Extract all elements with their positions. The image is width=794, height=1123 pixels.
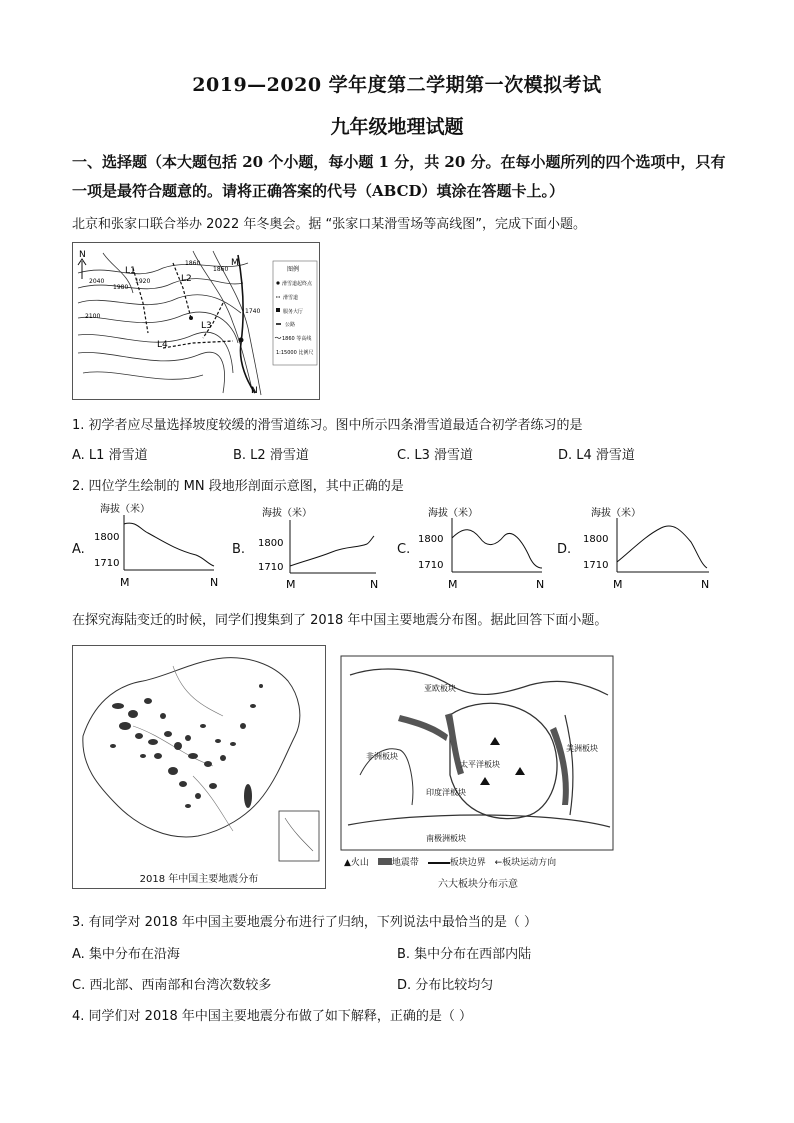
plate-label: 非洲板块 [366, 752, 398, 761]
legend-item: 公路 [285, 322, 296, 328]
x-start: M [448, 578, 458, 591]
q3-option-d[interactable]: D. 分布比较均匀 [397, 978, 494, 993]
north-arrow-icon [78, 259, 86, 279]
question-4-stem: 4. 同学们对 2018 年中国主要地震分布做了如下解释，正确的是（ ） [72, 1009, 473, 1024]
legend-volcano: 火山 [350, 858, 369, 868]
elevation-label: 2040 [89, 278, 105, 285]
contour-map-svg [73, 243, 319, 399]
q3-option-b[interactable]: B. 集中分布在西部内陆 [397, 947, 532, 962]
elevation-label: 1740 [245, 308, 261, 315]
profile-a [86, 500, 226, 592]
label-l3: L3 [201, 321, 212, 331]
elevation-label: 1860 [185, 260, 201, 267]
china-earthquake-map [72, 645, 326, 889]
legend-item: 1860 等高线 [282, 336, 312, 342]
y-tick: 1800 [94, 532, 120, 543]
legend-seismic-belt: 地震带 [391, 858, 419, 868]
profile-y-label: 海拔（米） [428, 508, 478, 519]
x-start: M [120, 576, 130, 589]
profile-b [252, 500, 392, 592]
x-end: N [210, 576, 219, 589]
plates-map [340, 655, 616, 889]
y-tick: 1800 [583, 534, 609, 545]
plate-label: 美洲板块 [566, 744, 598, 753]
elevation-label: 2100 [85, 313, 101, 320]
q3-option-a[interactable]: A. 集中分布在沿海 [72, 947, 180, 962]
elevation-label: 1920 [135, 278, 151, 285]
legend-boundary: 板块边界 [449, 858, 486, 868]
q1-option-d[interactable]: D. L4 滑雪道 [558, 448, 635, 463]
q2-option-d[interactable]: D. [557, 542, 572, 557]
plate-label: 南极洲板块 [426, 834, 466, 843]
legend-item: 滑雪道 [283, 295, 299, 301]
section-heading: 一、选择题（本大题包括 20 个小题，每小题 1 分，共 20 分。在每小题所列的四个选项中，只有一项是最符合题意的。请将正确答案的代号（ABCD）填涂在答题卡上。） [72, 153, 726, 200]
label-l2: L2 [181, 274, 192, 284]
elevation-label: 1980 [113, 284, 129, 291]
q2-option-a[interactable]: A. [72, 542, 85, 557]
china-map-caption: 2018 年中国主要地震分布 [139, 874, 259, 885]
x-end: N [370, 578, 379, 591]
start-end-icon [276, 281, 279, 284]
profile-y-label: 海拔（米） [591, 508, 641, 519]
question-2-stem: 2. 四位学生绘制的 MN 段地形剖面示意图，其中正确的是 [72, 479, 404, 494]
y-tick: 1710 [583, 560, 609, 571]
seismic-belt-icon [378, 858, 392, 865]
profile-d [577, 500, 727, 592]
y-tick: 1710 [258, 562, 284, 573]
volcano-icon: ▲ [344, 858, 351, 868]
contour-map [72, 242, 320, 400]
elevation-label: 1860 [213, 266, 229, 273]
y-tick: 1800 [258, 538, 284, 549]
label-n: N [251, 386, 258, 396]
profile-y-label: 海拔（米） [262, 508, 312, 519]
q1-option-b[interactable]: B. L2 滑雪道 [233, 448, 309, 463]
intro-text-1: 北京和张家口联合举办 2022 年冬奥会。据 “张家口某滑雪场等高线图”，完成下面小题。 [72, 217, 586, 232]
plate-label: 亚欧板块 [424, 684, 456, 693]
plates-map-svg [340, 655, 616, 851]
china-map-svg [73, 646, 325, 868]
legend-direction: 板块运动方向 [502, 858, 557, 868]
hall-icon [276, 308, 280, 312]
label-l4: L4 [157, 340, 168, 350]
question-3-stem: 3. 有同学对 2018 年中国主要地震分布进行了归纳，下列说法中最恰当的是（ ） [72, 915, 538, 930]
x-end: N [701, 578, 710, 591]
question-1-stem: 1. 初学者应尽量选择坡度较缓的滑雪道练习。图中所示四条滑雪道最适合初学者练习的是 [72, 418, 583, 433]
intro-text-2: 在探究海陆变迁的时候，同学们搜集到了 2018 年中国主要地震分布图。据此回答下面小题。 [72, 613, 608, 628]
plate-label: 印度洋板块 [426, 788, 466, 797]
y-tick: 1710 [94, 558, 120, 569]
label-m: M [231, 258, 239, 268]
q1-option-c[interactable]: C. L3 滑雪道 [397, 448, 473, 463]
q1-option-a[interactable]: A. L1 滑雪道 [72, 448, 148, 463]
x-end: N [536, 578, 545, 591]
legend-item: 滑雪道起终点 [282, 281, 313, 287]
q2-option-c[interactable]: C. [397, 542, 411, 557]
x-start: M [613, 578, 623, 591]
q2-option-b[interactable]: B. [232, 542, 246, 557]
y-tick: 1710 [418, 560, 444, 571]
x-start: M [286, 578, 296, 591]
plates-legend [344, 855, 616, 868]
north-arrow-label: N [79, 250, 86, 260]
q3-option-c[interactable]: C. 西北部、西南部和台湾次数较多 [72, 978, 272, 993]
exam-subtitle: 九年级地理试题 [330, 116, 464, 138]
legend-title: 图例 [287, 266, 300, 273]
plates-map-caption: 六大板块分布示意 [438, 879, 518, 890]
profile-y-label: 海拔（米） [100, 504, 150, 515]
y-tick: 1800 [418, 534, 444, 545]
boundary-line-icon [428, 862, 450, 864]
arrow-icon: ← [494, 858, 503, 868]
exam-title: 2019—2020 学年度第二学期第一次模拟考试 [192, 74, 602, 96]
plate-label: 太平洋板块 [460, 760, 500, 769]
profile-options [72, 500, 732, 592]
legend-item: 服务大厅 [283, 309, 304, 315]
profile-c [412, 500, 552, 592]
legend-scale: 1:15000 比例尺 [276, 350, 314, 356]
label-l1: L1 [125, 266, 136, 276]
